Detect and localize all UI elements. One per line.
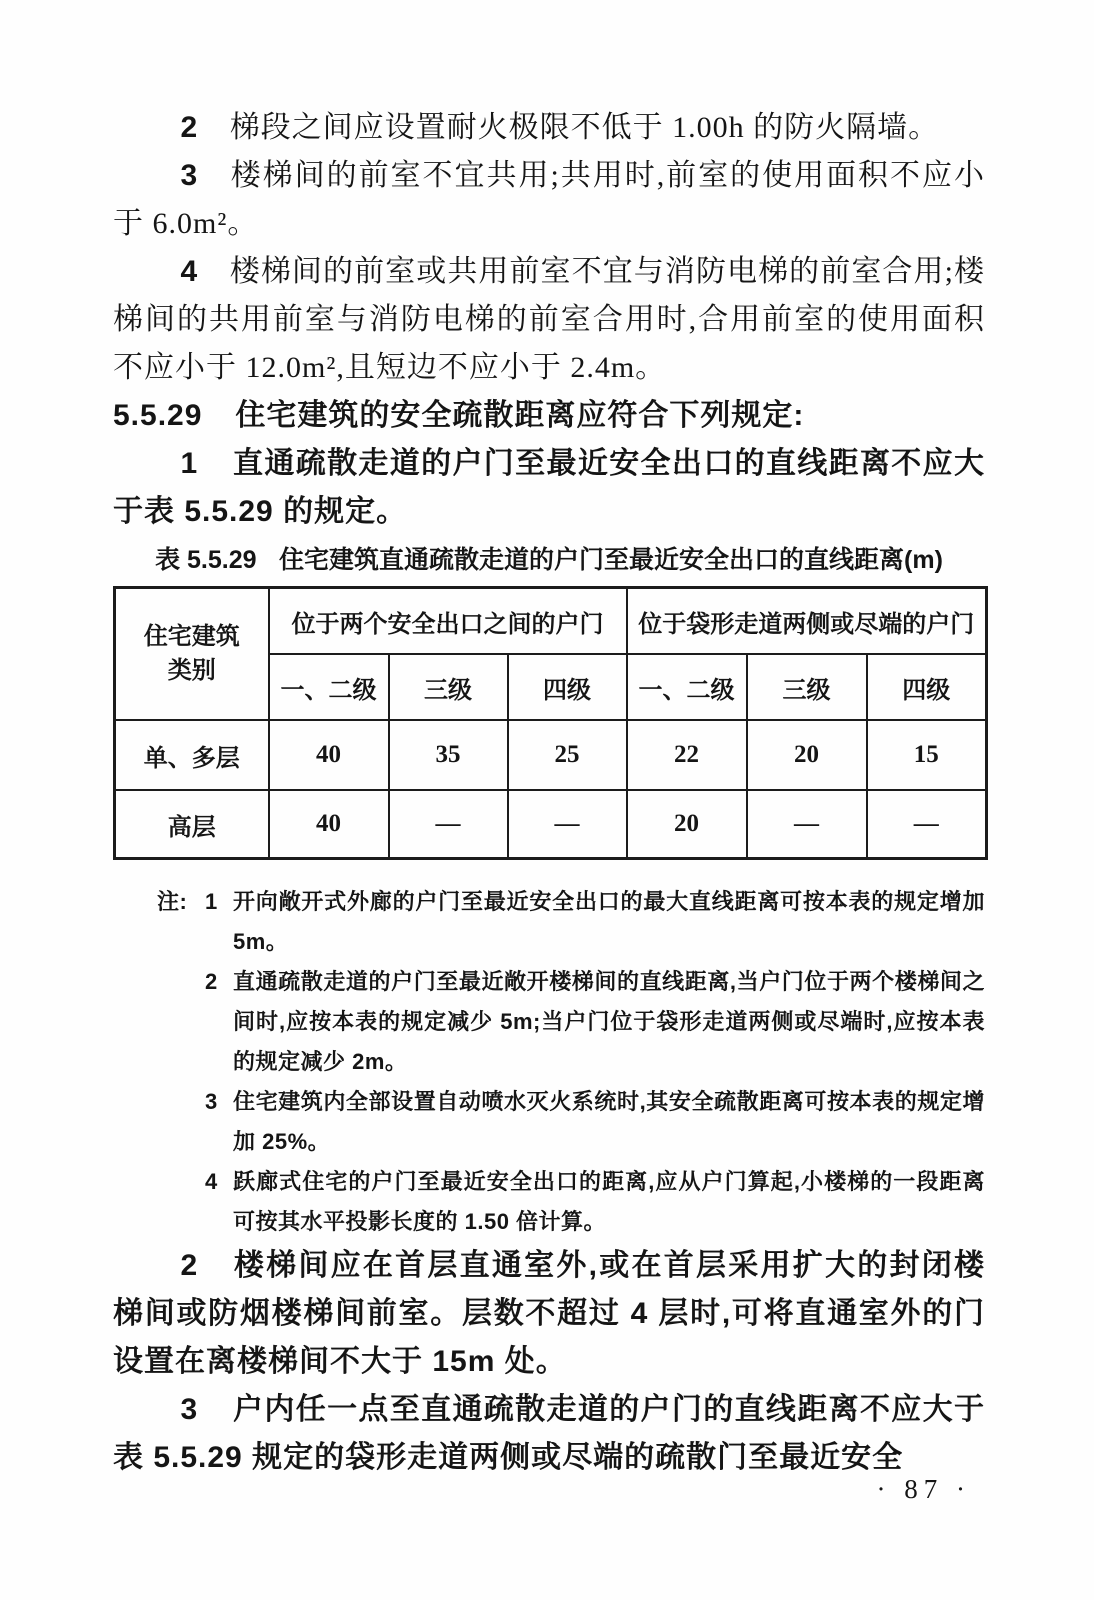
notes-label: 注: — [157, 889, 188, 914]
item-text: 直通疏散走道的户门至最近安全出口的直线距离不应大于表 5.5.29 的规定。 — [113, 447, 985, 528]
note-text: 跃廊式住宅的户门至最近安全出口的距离,应从户门算起,小楼梯的一段距离可按其水平投影长度的 1.50 倍计算。 — [233, 1169, 985, 1234]
note-text: 开向敞开式外廊的户门至最近安全出口的最大直线距离可按本表的规定增加 5m。 — [233, 889, 985, 954]
table-grade-header: 四级 — [508, 654, 627, 720]
clause-5529-heading — [113, 392, 985, 440]
table-cell: 40 — [269, 790, 389, 859]
table-row — [115, 790, 987, 859]
item-number: 2 — [180, 1249, 199, 1282]
paragraph-5528-2 — [113, 104, 985, 152]
paragraph-5528-3 — [113, 152, 985, 248]
item-number: 4 — [180, 255, 199, 288]
table-cell: 20 — [627, 790, 747, 859]
table-group-header-2: 位于袋形走道两侧或尽端的户门 — [627, 588, 987, 655]
item-text: 楼梯间应在首层直通室外,或在首层采用扩大的封闭楼梯间或防烟楼梯间前室。层数不超过 4 层时,可将直通室外的门设置在离楼梯间不大于 15m 处。 — [113, 1249, 985, 1378]
note-number: 2 — [205, 969, 218, 994]
page-number: · 87 · — [876, 1474, 971, 1504]
table-cell: 22 — [627, 720, 747, 790]
table-notes — [113, 882, 985, 1242]
table-cell: — — [389, 790, 508, 859]
clause-title: 住宅建筑的安全疏散距离应符合下列规定: — [235, 399, 805, 432]
note-number: 1 — [205, 889, 218, 914]
item-number: 1 — [180, 447, 199, 480]
row-label: 单、多层 — [115, 720, 269, 790]
table-cell: 20 — [747, 720, 867, 790]
note-item-2 — [113, 962, 985, 1082]
item-number: 2 — [180, 111, 199, 144]
clause-5529-item-2 — [113, 1242, 985, 1386]
item-number: 3 — [180, 159, 199, 192]
item-number: 3 — [180, 1393, 199, 1426]
table-5529 — [113, 586, 988, 860]
item-text: 户内任一点至直通疏散走道的户门的直线距离不应大于表 5.5.29 规定的袋形走道两侧或尽端的疏散门至最近安全 — [113, 1393, 985, 1474]
table-cell: — — [508, 790, 627, 859]
page-content — [113, 104, 985, 1482]
clause-5529-item-3 — [113, 1386, 985, 1482]
item-text: 梯段之间应设置耐火极限不低于 1.00h 的防火隔墙。 — [229, 111, 940, 144]
table-grade-header: 三级 — [747, 654, 867, 720]
corner-line1: 住宅建筑 — [143, 623, 240, 650]
clause-number: 5.5.29 — [113, 399, 203, 432]
table-corner-header — [115, 588, 269, 721]
table-group-header-1: 位于两个安全出口之间的户门 — [269, 588, 627, 655]
table-title — [113, 542, 985, 578]
note-number: 3 — [205, 1089, 218, 1114]
clause-5529-items — [113, 1242, 985, 1482]
table-title-text: 住宅建筑直通疏散走道的户门至最近安全出口的直线距离(m) — [279, 546, 943, 574]
table-cell: 25 — [508, 720, 627, 790]
table-cell: 15 — [867, 720, 987, 790]
table-cell: — — [747, 790, 867, 859]
note-number: 4 — [205, 1169, 218, 1194]
note-item-4 — [113, 1162, 985, 1242]
table-grade-header: 四级 — [867, 654, 987, 720]
note-item-1 — [113, 882, 985, 962]
table-cell: 40 — [269, 720, 389, 790]
table-cell: 35 — [389, 720, 508, 790]
table-grade-header: 一、二级 — [269, 654, 389, 720]
corner-line2: 类别 — [167, 657, 216, 684]
table-row — [115, 720, 987, 790]
item-text: 楼梯间的前室或共用前室不宜与消防电梯的前室合用;楼梯间的共用前室与消防电梯的前室合用时,合用前室的使用面积不应小于 12.0m²,且短边不应小于 2.4m。 — [113, 255, 985, 384]
table-cell: — — [867, 790, 987, 859]
table-grade-header: 三级 — [389, 654, 508, 720]
row-label: 高层 — [115, 790, 269, 859]
table-grade-header: 一、二级 — [627, 654, 747, 720]
note-text: 住宅建筑内全部设置自动喷水灭火系统时,其安全疏散距离可按本表的规定增加 25%。 — [233, 1089, 985, 1154]
clause-5529-item-1 — [113, 440, 985, 536]
note-item-3 — [113, 1082, 985, 1162]
paragraph-5528-4 — [113, 248, 985, 392]
note-text: 直通疏散走道的户门至最近敞开楼梯间的直线距离,当户门位于两个楼梯间之间时,应按本表的规定减少 5m;当户门位于袋形走道两侧或尽端时,应按本表的规定减少 2m。 — [233, 969, 985, 1074]
table-number: 表 5.5.29 — [155, 546, 257, 574]
item-text: 楼梯间的前室不宜共用;共用时,前室的使用面积不应小于 6.0m²。 — [113, 159, 985, 240]
